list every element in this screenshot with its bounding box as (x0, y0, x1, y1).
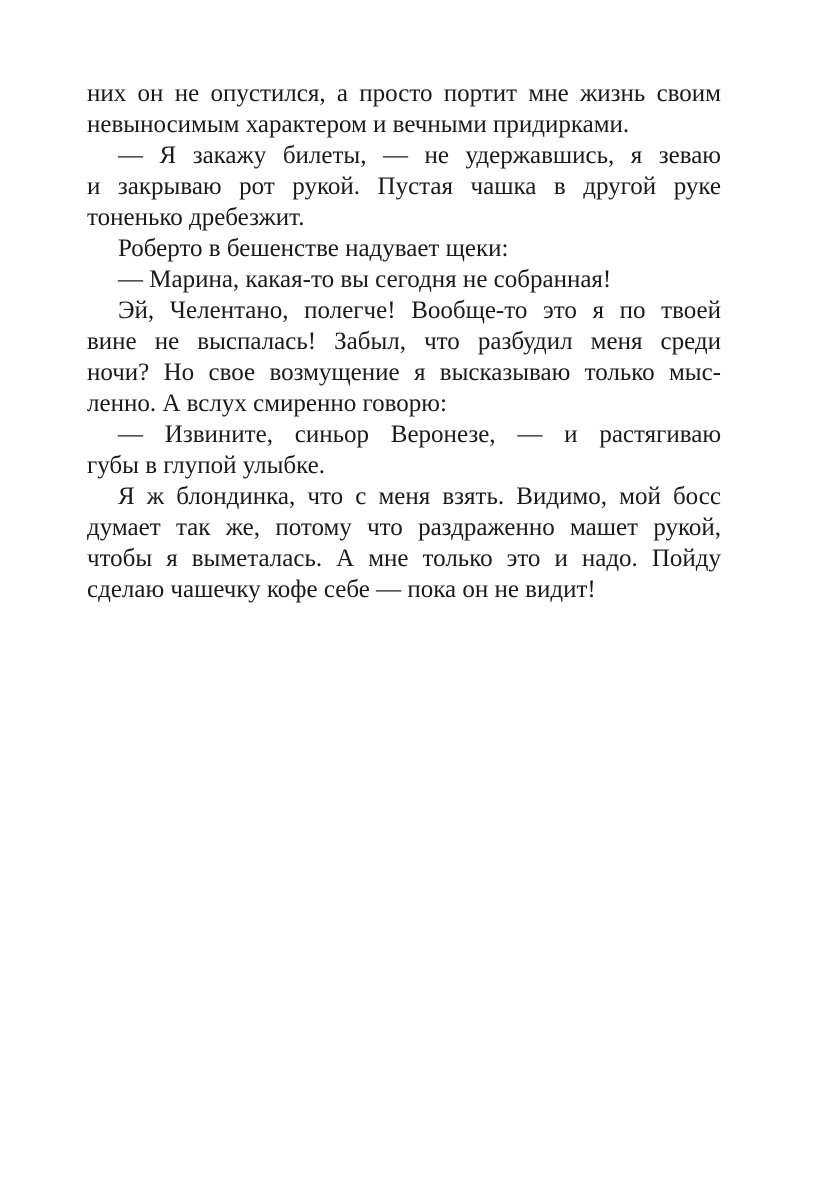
text-line: невыносимым характером и вечными придирками. (87, 111, 630, 138)
text-line: вине не выспалась! Забыл, что разбудил меня среди (87, 328, 721, 355)
text-line: — Марина, какая-то вы сегодня не собранная! (118, 266, 612, 293)
book-page-text (87, 78, 721, 605)
text-line: ленно. А вслух смиренно говорю: (87, 390, 447, 417)
text-line: губы в глупой улыбке. (87, 452, 325, 479)
text-line: и закрываю рот рукой. Пустая чашка в другой руке (87, 173, 721, 200)
text-line: сделаю чашечку кофе себе — пока он не видит! (87, 576, 596, 603)
text-line: думает так же, потому что раздраженно машет рукой, (87, 514, 721, 541)
text-line: — Я закажу билеты, — не удержавшись, я зеваю (118, 142, 721, 169)
text-line: Эй, Челентано, полегче! Вообще-то это я по твоей (118, 297, 721, 324)
text-line: них он не опустился, а просто портит мне жизнь своим (87, 80, 721, 107)
text-line: Я ж блондинка, что с меня взять. Видимо, мой босс (118, 483, 721, 510)
text-line: тоненько дребезжит. (87, 204, 305, 231)
text-line: Роберто в бешенстве надувает щеки: (118, 235, 509, 262)
text-line: ночи? Но свое возмущение я высказываю только мыс- (87, 359, 721, 386)
text-line: чтобы я выметалась. А мне только это и надо. Пойду (87, 545, 721, 572)
text-line: — Извините, синьор Веронезе, — и растягиваю (118, 421, 721, 448)
